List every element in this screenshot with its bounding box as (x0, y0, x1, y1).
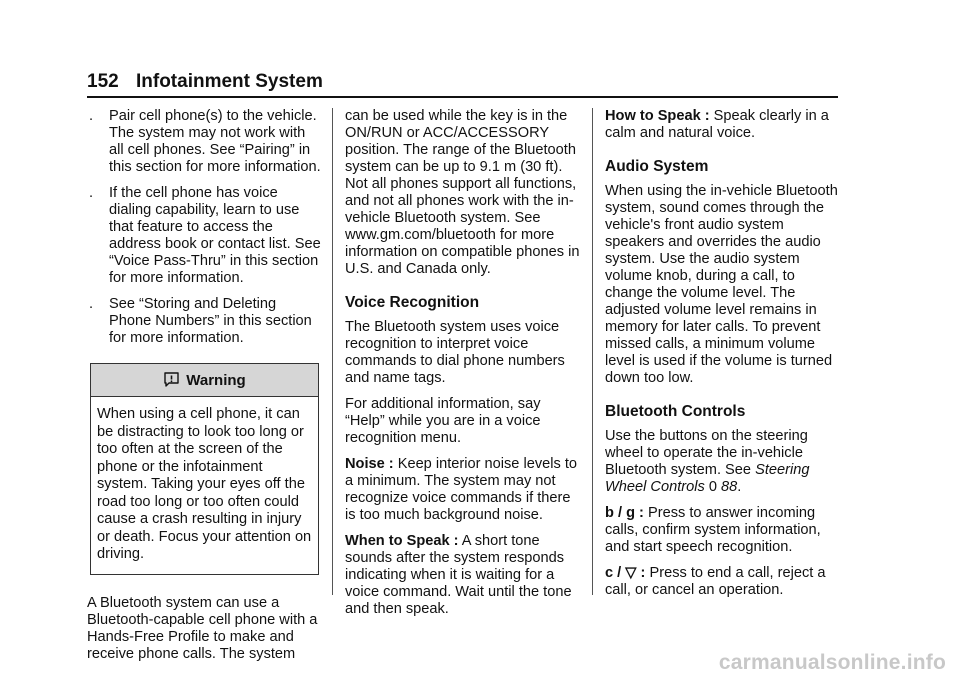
audio-paragraph: When using the in-vehicle Bluetooth system, sound comes through the vehicle's front audio system speakers and overrides the audio system. Use the audio system volume knob, during a call, to change the volume level. The adjusted volume level remains in memory for later calls. To prevent missed calls, a minimum volume level is used if the volume is turned down too low. (605, 183, 838, 386)
when-text: A short tone sounds after the system responds indicating when it is waiting for a voice command. Wait until the tone and then speak. (345, 533, 572, 617)
bullet-item (87, 296, 322, 347)
how-paragraph (605, 108, 840, 142)
column-1 (87, 108, 322, 672)
how-text: Speak clearly in a calm and natural voice. (605, 108, 829, 141)
voice-intro: The Bluetooth system uses voice recognition to interpret voice commands to dial phone numbers and name tags. (345, 319, 565, 386)
bullet-dot: . (89, 185, 94, 201)
bullet-text: If the cell phone has voice dialing capability, learn to use that feature to access the address book or contact list. See “Voice Pass-Thru” in this section for more information. (109, 185, 321, 286)
end-call-icon: c / ▽ : (605, 565, 646, 581)
controls-text: Use the buttons on the steering wheel to operate the in-vehicle Bluetooth system. See (605, 428, 808, 478)
voice-help: For additional information, say “Help” while you are in a voice recognition menu. (345, 396, 541, 446)
section-title: Infotainment System (135, 71, 323, 92)
voice-recognition-heading: Voice Recognition (345, 294, 480, 311)
when-paragraph (345, 533, 580, 618)
warning-title: Warning (186, 372, 246, 389)
bullet-dot: . (89, 296, 94, 312)
end-text: Press to end a call, reject a call, or cancel an operation. (605, 565, 826, 598)
header-rule (87, 96, 838, 98)
noise-paragraph (345, 456, 580, 524)
end-paragraph (605, 565, 840, 599)
noise-label: Noise : (345, 456, 394, 472)
warning-icon (163, 371, 180, 388)
warning-body: When using a cell phone, it can be distracting to look too long or too often at the screen of the phone or the infotainment system. Taking your eyes off the road too long or too often could cause a crash resulting in injury or death. Focus your attention on driving. (97, 406, 312, 562)
when-label: When to Speak : (345, 533, 459, 549)
bluetooth-controls-heading: Bluetooth Controls (605, 403, 746, 420)
column-3 (605, 108, 840, 608)
bluetooth-paragraph: A Bluetooth system can use a Bluetooth-capable cell phone with a Hands-Free Profile to make and receive phone calls. The system (87, 594, 318, 662)
answer-paragraph (605, 505, 840, 556)
controls-paragraph: Use the buttons on the steering wheel to operate the in-vehicle Bluetooth system. See Steering Wheel Controls 0 88. (605, 428, 810, 495)
ref-arrow-icon: 0 (708, 479, 717, 495)
page-header (87, 71, 323, 93)
answer-text: Press to answer incoming calls, confirm system information, and start speech recognition. (605, 505, 821, 555)
controls-ref: Steering Wheel Controls (605, 462, 810, 495)
column-divider (332, 108, 333, 595)
bullet-text: See “Storing and Deleting Phone Numbers” in this section for more information. (109, 296, 312, 346)
warning-header (91, 364, 318, 397)
column-2 (345, 108, 580, 627)
audio-system-heading: Audio System (605, 158, 709, 175)
bullet-text: Pair cell phone(s) to the vehicle. The system may not work with all cell phones. See “Pairing” in this section for more information. (109, 108, 321, 175)
noise-text: Keep interior noise levels to a minimum. The system may not recognize voice commands if there is too much background noise. (345, 456, 577, 523)
page-number: 152 (87, 71, 119, 92)
bullet-item (87, 108, 322, 176)
bullet-dot: . (89, 108, 94, 124)
answer-call-icon: b / g : (605, 505, 644, 521)
watermark: carmanualsonline.info (718, 651, 946, 674)
column-divider (592, 108, 593, 595)
warning-box (90, 363, 319, 575)
bullet-item (87, 185, 322, 287)
how-label: How to Speak : (605, 108, 710, 124)
controls-page: 88 (721, 479, 738, 495)
continued-paragraph: can be used while the key is in the ON/RUN or ACC/ACCESSORY position. The range of the Bluetooth system can be up to 9.1 m (30 ft). Not all phones support all functions, and not all phones work with the in-vehicle Bluetooth system. See www.gm.com/bluetooth for more information on compatible phones in U.S. and Canada only. (345, 108, 580, 277)
